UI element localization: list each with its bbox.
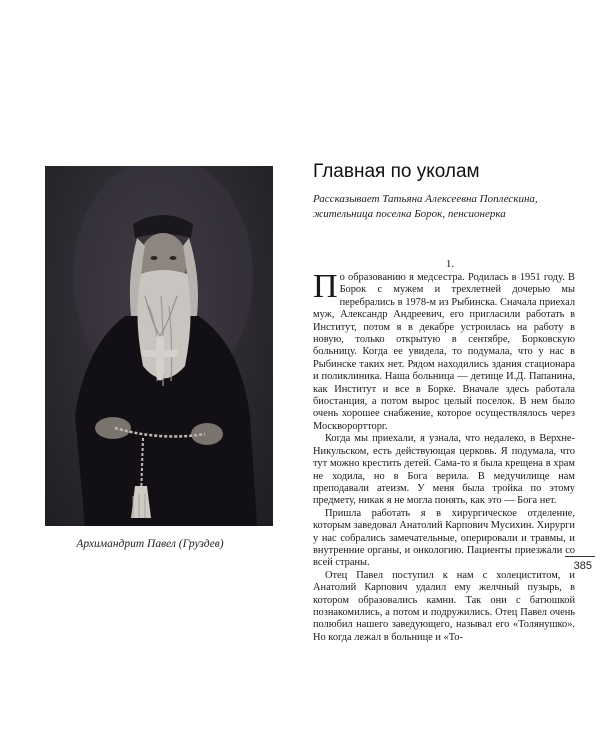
paragraph-text: о образованию я медсестра. Родилась в 1951 году. В Борок с мужем и трехлетней дочерью мы перебрались в 1978-м из Рыбинска. Сначала приехал муж, Александр Андреевич, его пригласили работать в Институт, потом я в декабре устроилась на работу в новую, только открытую в сентябре, Борковскую больницу. Когда ее увидела, то подумала, что у нас в Рыбинске таких нет. Рядом находились здания стационара и поликлиника. Наша больница — детище И.Д. Папанина, как Институт и все в Борке. Вначале здесь работала биостанция, а потом вырос целый поселок. В нем было очень хорошее снабжение, которое осуществлялось через Москворортторг. (313, 272, 575, 432)
chapter-subtitle: Рассказывает Татьяна Алексеевна Поплескина, жительница поселка Борок, пенсионерка (313, 193, 538, 220)
paragraph (313, 268, 575, 433)
paragraph: Отец Павел поступил к нам с холециститом, и Анатолий Карпович удалил ему желчный пузырь, в котором образовались камни. Так они с батюшкой познакомились, а потом и подружились. Отец Павел очень полюбил нашего заведующего, называл его «Толянушко». Но когда лежал в больнице и «То- (313, 569, 575, 643)
right-page (300, 0, 600, 750)
photo-caption: Архимандрит Павел (Груздев) (76, 538, 224, 550)
paragraph: Пришла работать я в хирургическое отделение, которым заведовал Анатолий Карпович Мусихин. Хирурги у нас собрались замечательные, оперировали и травмы, и внутренние органы, и онкологию. Пациенты приезжали со всей страны. (313, 507, 575, 569)
page-number-rule (565, 556, 595, 557)
section-number: 1. (445, 258, 455, 270)
portrait-photo (45, 166, 273, 526)
paragraph: Когда мы приехали, я узнала, что недалеко, в Верхне-Никульском, есть действующая церковь. Я подумала, что тут можно крестить детей. Сама-то я была крещена в храм не ходила, но в Бога верила. В медучилище нам преподавали атеизм. У меня была тройка по этому предмету, никак я не могла понять, как это — Бога нет. (313, 433, 575, 507)
page-number: 385 (573, 560, 592, 572)
drop-cap: П (313, 268, 338, 305)
body-text (313, 268, 575, 644)
chapter-title: Главная по уколам (313, 161, 480, 182)
